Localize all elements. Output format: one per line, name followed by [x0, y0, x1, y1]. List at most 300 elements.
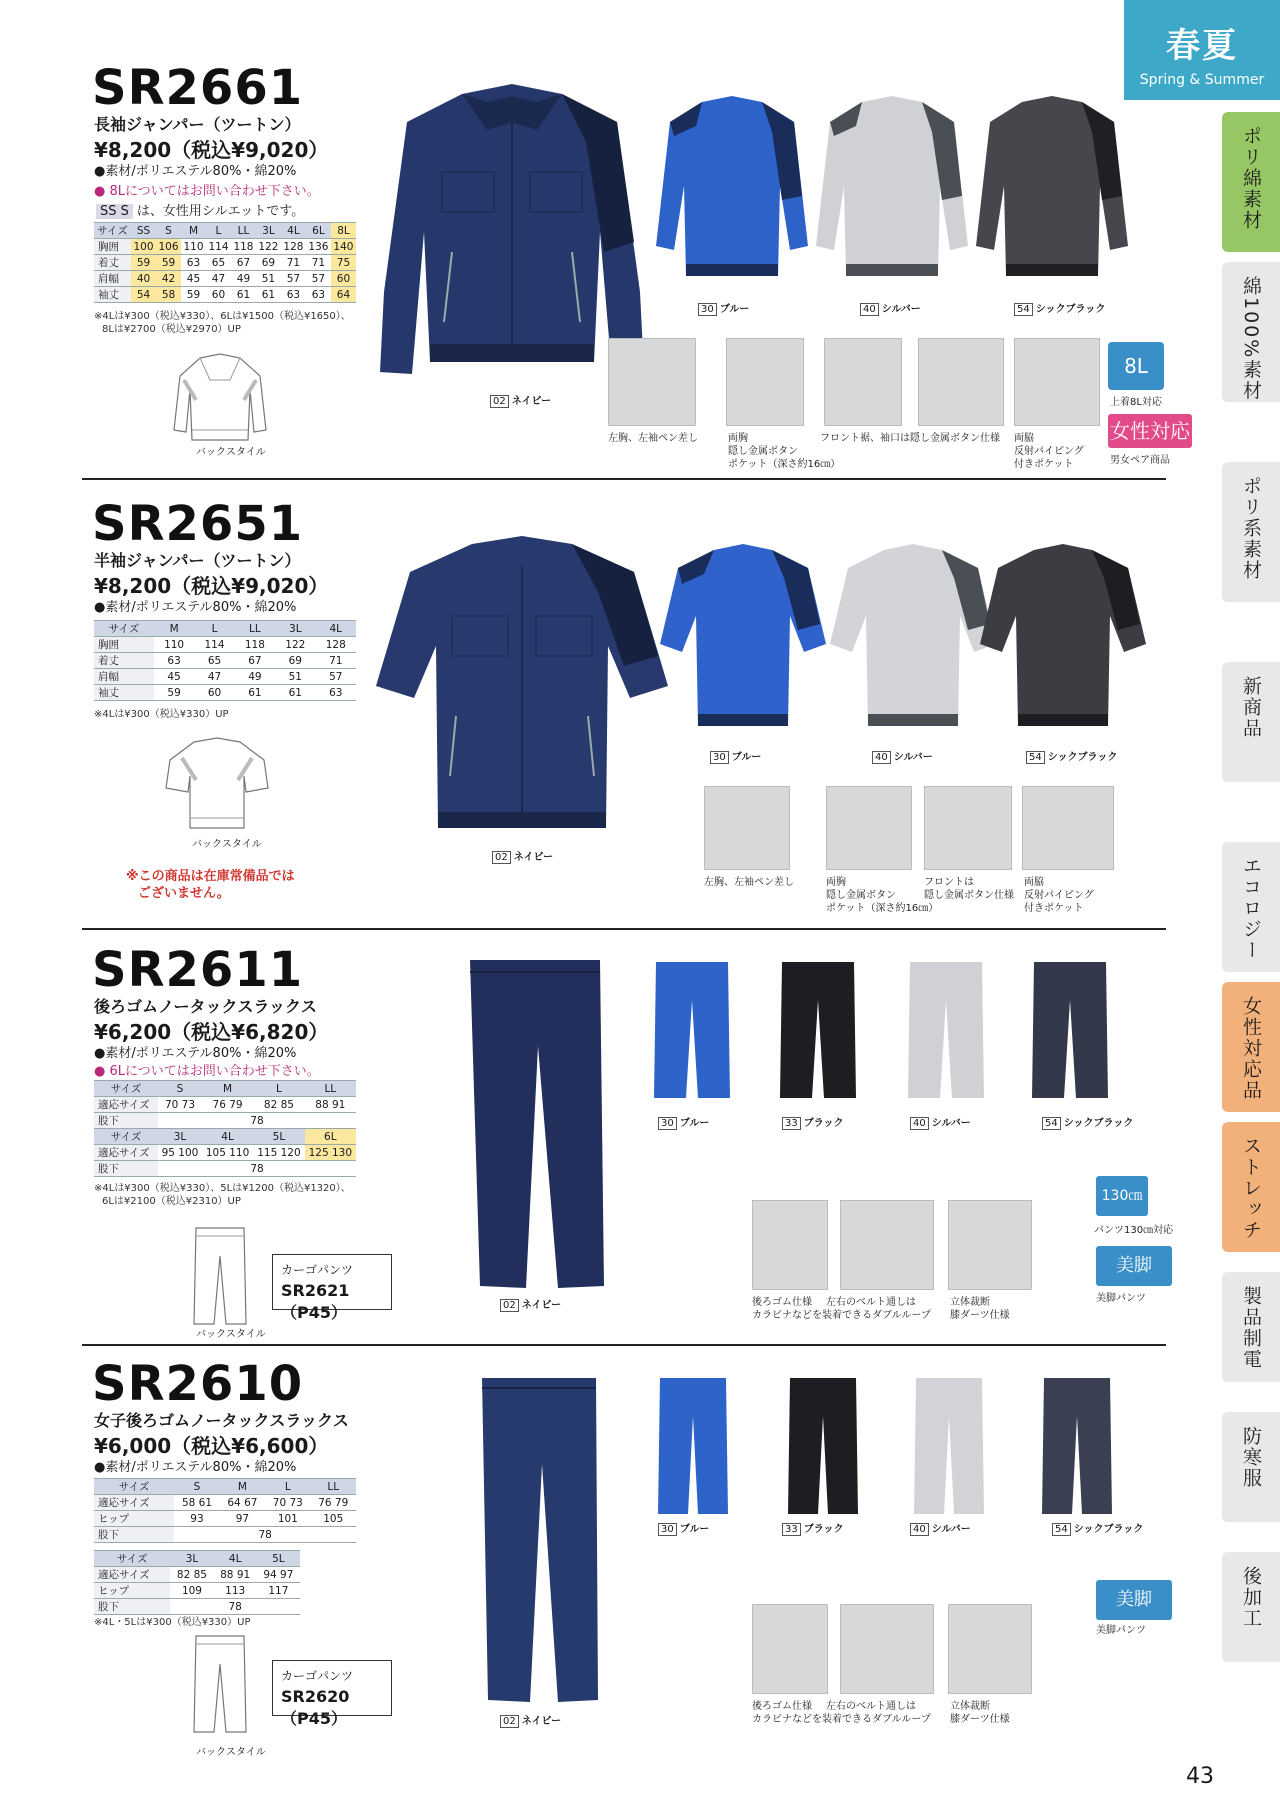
tab-antistatic[interactable]	[1222, 1272, 1280, 1382]
detail-caption: ポケット（深さ約16㎝）	[826, 903, 939, 914]
table-row	[94, 1113, 356, 1129]
jacket-chic-black-short	[978, 544, 1148, 734]
table-cell: 128	[316, 637, 356, 653]
color-name: ブルー	[731, 752, 762, 763]
section-divider	[82, 1344, 1166, 1346]
pants-chic-black	[1030, 960, 1110, 1100]
color-name: ブルー	[679, 1118, 710, 1129]
table-cell: 63	[181, 255, 206, 271]
size-inquiry-note: ● 6Lについてはお問い合わせ下さい。	[94, 1064, 320, 1079]
table-cell: 71	[316, 653, 356, 669]
color-code: 30	[658, 1117, 677, 1130]
table-row	[94, 685, 356, 701]
table-cell: 股下	[94, 1113, 158, 1129]
color-name: シルバー	[931, 1118, 971, 1129]
table-cell: 97	[220, 1511, 265, 1527]
detail-caption: 膝ダーツ仕様	[950, 1310, 1010, 1321]
tab-label: 女性対応品	[1240, 996, 1262, 1101]
table-cell: 61	[231, 287, 256, 303]
table-cell: 60	[206, 287, 231, 303]
table-cell: ヒップ	[94, 1583, 170, 1599]
cargo-label: カーゴパンツ	[281, 1263, 354, 1277]
table-cell: L	[206, 223, 231, 239]
back-style-label: バックスタイル	[192, 839, 262, 850]
pants-silver-ladies	[912, 1376, 986, 1516]
color-chic-black-label	[1052, 1520, 1143, 1536]
ladies-silhouette-note	[96, 200, 304, 219]
size-table	[94, 1550, 300, 1615]
detail-photo-knee-dart	[948, 1200, 1032, 1290]
color-chic-black-label	[1026, 748, 1117, 764]
tab-cotton-100[interactable]	[1222, 262, 1280, 402]
size-surcharge-note: 8Lは¥2700（税込¥2970）UP	[102, 324, 241, 335]
table-cell: M	[154, 621, 194, 637]
size-surcharge-note: ※4L・5Lは¥300（税込¥330）UP	[94, 1617, 251, 1628]
color-chic-black-label	[1014, 300, 1105, 316]
color-code: 02	[500, 1715, 519, 1728]
pants-blue	[652, 960, 732, 1100]
table-cell: 114	[194, 637, 234, 653]
color-name: シルバー	[881, 304, 921, 315]
back-style-sketch	[190, 1634, 250, 1734]
color-code: 54	[1052, 1523, 1071, 1536]
color-silver-label	[860, 300, 921, 316]
table-row	[94, 1479, 356, 1495]
size-surcharge-note: ※4Lは¥300（税込¥330）UP	[94, 709, 229, 720]
table-cell: 49	[231, 271, 256, 287]
color-code: 02	[490, 395, 509, 408]
detail-caption: カラビナなどを装着できるダブルループ	[752, 1310, 931, 1321]
pants-navy-ladies	[474, 1374, 604, 1704]
color-navy-label	[490, 392, 551, 408]
table-row	[94, 1511, 356, 1527]
table-cell: L	[265, 1479, 310, 1495]
table-row	[94, 271, 356, 287]
size-surcharge-note: 6Lは¥2100（税込¥2310）UP	[102, 1196, 241, 1207]
table-cell: 88 91	[305, 1097, 356, 1113]
table-cell: 適応サイズ	[94, 1097, 158, 1113]
color-name: ネイビー	[513, 852, 554, 863]
table-cell: S	[158, 1081, 202, 1097]
tab-label: ポリ系素材	[1240, 476, 1262, 581]
product-price: ¥8,200（税込¥9,020）	[94, 574, 329, 598]
table-cell: 78	[158, 1113, 356, 1129]
table-cell: 45	[154, 669, 194, 685]
table-cell: 61	[235, 685, 275, 701]
tab-label: 新商品	[1240, 676, 1262, 739]
color-code: 02	[500, 1299, 519, 1312]
table-cell: 54	[131, 287, 156, 303]
table-cell: サイズ	[94, 1551, 170, 1567]
table-cell: 57	[316, 669, 356, 685]
table-cell: 93	[174, 1511, 219, 1527]
size-table	[94, 1478, 356, 1543]
table-cell: 股下	[94, 1527, 174, 1543]
table-cell: 47	[194, 669, 234, 685]
table-row	[94, 239, 356, 255]
table-cell: 122	[256, 239, 281, 255]
table-cell: 117	[257, 1583, 300, 1599]
table-cell: 95 100	[158, 1145, 202, 1161]
color-blue-label	[658, 1114, 709, 1130]
cargo-pants-reference	[272, 1254, 392, 1322]
detail-caption: 両胸	[728, 433, 748, 444]
tab-label: 防寒服	[1240, 1426, 1262, 1489]
table-cell: ヒップ	[94, 1511, 174, 1527]
table-cell: SS	[131, 223, 156, 239]
table-cell: 8L	[331, 223, 356, 239]
table-cell: 61	[256, 287, 281, 303]
table-cell: 118	[235, 637, 275, 653]
detail-caption: フロント裾、袖口は隠し金属ボタン仕様	[820, 433, 1000, 444]
color-blue-label	[710, 748, 761, 764]
pants-silver	[906, 960, 986, 1100]
detail-caption: 膝ダーツ仕様	[950, 1714, 1010, 1725]
color-blue-label	[658, 1520, 709, 1536]
jacket-chic-black	[972, 96, 1132, 291]
table-cell: S	[156, 223, 181, 239]
table-cell: 胸囲	[94, 239, 131, 255]
table-row	[94, 1081, 356, 1097]
detail-caption: 左胸、左袖ペン差し	[608, 433, 698, 444]
tab-label: 後加工	[1240, 1566, 1262, 1629]
tab-stretch[interactable]	[1222, 1122, 1280, 1252]
table-row	[94, 1527, 356, 1543]
detail-photo-pen-holder	[608, 338, 696, 426]
tab-winter[interactable]	[1222, 1412, 1280, 1522]
pants-black	[778, 960, 858, 1100]
table-cell: 3L	[275, 621, 315, 637]
table-row	[94, 1583, 300, 1599]
size-table	[94, 1080, 356, 1177]
tab-label: エコロジー	[1240, 856, 1262, 961]
color-name: シックブラック	[1063, 1118, 1134, 1129]
table-cell: 67	[235, 653, 275, 669]
product-code: SR2661	[92, 60, 304, 116]
table-row	[94, 1495, 356, 1511]
table-cell: 125 130	[305, 1145, 356, 1161]
table-cell: 57	[306, 271, 331, 287]
table-cell: 94 97	[257, 1567, 300, 1583]
detail-caption: 隠し金属ボタン	[728, 446, 798, 457]
table-cell: 3L	[170, 1551, 213, 1567]
table-cell: 140	[331, 239, 356, 255]
table-cell: 4L	[281, 223, 306, 239]
color-name: ネイビー	[521, 1716, 562, 1727]
detail-caption: 立体裁断	[950, 1701, 990, 1712]
table-cell: 58	[156, 287, 181, 303]
color-code: 40	[910, 1523, 929, 1536]
detail-caption: 左胸、左袖ペン差し	[704, 877, 794, 888]
stretch-130cm-note: パンツ130㎝対応	[1094, 1225, 1174, 1236]
tab-label: ポリ綿素材	[1240, 126, 1262, 231]
ladies-badge: 女性対応	[1108, 414, 1192, 448]
tab-poly-cotton[interactable]	[1222, 112, 1280, 252]
tab-label: 製品制電	[1240, 1286, 1262, 1370]
table-cell: 肩幅	[94, 271, 131, 287]
detail-photo-back-elastic	[752, 1604, 828, 1694]
size-surcharge-note: ※4Lは¥300（税込¥330）、6Lは¥1500（税込¥1650）、	[94, 311, 351, 322]
table-row	[94, 1097, 356, 1113]
table-cell: 40	[131, 271, 156, 287]
size-table	[94, 222, 356, 303]
product-code: SR2651	[92, 496, 304, 552]
season-title: 春夏	[1166, 26, 1238, 66]
back-style-sketch	[190, 1226, 250, 1326]
stock-notice: ございません。	[138, 886, 230, 901]
table-cell: 袖丈	[94, 685, 154, 701]
tab-poly[interactable]	[1222, 462, 1280, 602]
color-name: ブルー	[679, 1524, 710, 1535]
slim-leg-note: 美脚パンツ	[1096, 1293, 1146, 1304]
ladies-size-chip: SS S	[96, 204, 133, 219]
table-cell: 78	[170, 1599, 300, 1615]
tab-label: 綿100%素材	[1240, 276, 1262, 402]
table-cell: LL	[305, 1081, 356, 1097]
color-code: 30	[658, 1523, 677, 1536]
table-cell: 100	[131, 239, 156, 255]
color-black-label	[782, 1520, 844, 1536]
table-row	[94, 669, 356, 685]
detail-caption: 立体裁断	[950, 1297, 990, 1308]
table-cell: 128	[281, 239, 306, 255]
detail-caption: ポケット（深さ約16㎝）	[728, 459, 841, 470]
detail-caption: 両脇	[1024, 877, 1044, 888]
color-chic-black-label	[1042, 1114, 1133, 1130]
color-name: シルバー	[893, 752, 933, 763]
tab-ecology[interactable]	[1222, 842, 1280, 972]
size-table	[94, 620, 356, 701]
color-navy-label	[500, 1296, 561, 1312]
product-name: 半袖ジャンパー（ツートン）	[94, 551, 301, 570]
table-cell: 105	[311, 1511, 356, 1527]
table-cell: 64 67	[220, 1495, 265, 1511]
detail-photo-belt-loop	[840, 1604, 934, 1694]
section-divider	[82, 928, 1166, 930]
table-cell: 63	[316, 685, 356, 701]
size-8l-note: 上着8L対応	[1110, 397, 1162, 408]
ladies-pair-note: 男女ペア商品	[1110, 455, 1170, 466]
detail-caption: 反射パイピング	[1014, 446, 1084, 457]
color-silver-label	[910, 1114, 971, 1130]
table-cell: 76 79	[202, 1097, 253, 1113]
tab-new[interactable]	[1222, 662, 1280, 782]
table-cell: S	[174, 1479, 219, 1495]
table-cell: 60	[194, 685, 234, 701]
table-cell: 着丈	[94, 653, 154, 669]
table-row	[94, 653, 356, 669]
section-divider	[82, 478, 1166, 480]
color-name: シックブラック	[1073, 1524, 1144, 1535]
color-name: ネイビー	[521, 1300, 562, 1311]
slim-leg-badge: 美脚	[1096, 1246, 1172, 1286]
color-navy-label	[492, 848, 553, 864]
jacket-blue	[652, 96, 812, 291]
detail-caption: 付きポケット	[1024, 903, 1084, 914]
back-style-sketch	[170, 350, 270, 446]
table-cell: 65	[194, 653, 234, 669]
back-style-label: バックスタイル	[196, 1747, 266, 1758]
color-name: ネイビー	[511, 396, 552, 407]
season-header	[1124, 0, 1280, 100]
table-cell: 57	[281, 271, 306, 287]
tab-label: ストレッチ	[1240, 1136, 1262, 1241]
table-cell: 78	[174, 1527, 356, 1543]
detail-caption: 左右のベルト通しは	[826, 1297, 916, 1308]
detail-caption: カラビナなどを装着できるダブルループ	[752, 1714, 931, 1725]
pants-blue-ladies	[656, 1376, 730, 1516]
table-cell: 110	[154, 637, 194, 653]
table-cell: 109	[170, 1583, 213, 1599]
color-code: 40	[872, 751, 891, 764]
color-name: ブラック	[803, 1524, 844, 1535]
table-cell: 70 73	[265, 1495, 310, 1511]
table-cell: LL	[311, 1479, 356, 1495]
detail-caption: 反射パイピング	[1024, 890, 1094, 901]
table-cell: 47	[206, 271, 231, 287]
product-price: ¥6,200（税込¥6,820）	[94, 1020, 329, 1044]
cargo-code: SR2620（P45）	[281, 1687, 350, 1728]
table-cell: サイズ	[94, 1479, 174, 1495]
detail-caption: 後ろゴム仕様	[752, 1297, 812, 1308]
table-cell: 63	[306, 287, 331, 303]
table-row	[94, 1551, 300, 1567]
table-cell: 適応サイズ	[94, 1495, 174, 1511]
color-code: 54	[1042, 1117, 1061, 1130]
table-cell: 105 110	[202, 1145, 253, 1161]
table-cell: 6L	[306, 223, 331, 239]
jacket-blue-short	[658, 544, 828, 734]
table-cell: 63	[154, 653, 194, 669]
color-code: 30	[710, 751, 729, 764]
color-blue-label	[698, 300, 749, 316]
product-name: 長袖ジャンパー（ツートン）	[94, 115, 301, 134]
table-cell: 101	[265, 1511, 310, 1527]
slim-leg-badge: 美脚	[1096, 1580, 1172, 1620]
table-cell: 75	[331, 255, 356, 271]
detail-photo-pen-holder	[704, 786, 790, 870]
color-code: 54	[1014, 303, 1033, 316]
detail-photo-front-hem	[824, 338, 902, 426]
cargo-label: カーゴパンツ	[281, 1669, 354, 1683]
jacket-navy-short-sleeve	[372, 536, 672, 836]
table-cell: サイズ	[94, 1129, 158, 1145]
tab-post-processing[interactable]	[1222, 1552, 1280, 1662]
table-cell: 82 85	[170, 1567, 213, 1583]
detail-photo-side-pocket	[1014, 338, 1100, 426]
color-code: 33	[782, 1523, 801, 1536]
table-row	[94, 1161, 356, 1177]
table-row	[94, 637, 356, 653]
color-name: ブルー	[719, 304, 750, 315]
table-cell: 59	[154, 685, 194, 701]
table-cell: 82 85	[253, 1097, 304, 1113]
jacket-silver-short	[828, 544, 998, 734]
table-row	[94, 1145, 356, 1161]
detail-photo-side-pocket	[1022, 786, 1114, 870]
tab-ladies[interactable]	[1222, 982, 1280, 1112]
table-cell: 71	[306, 255, 331, 271]
table-cell: 3L	[256, 223, 281, 239]
material: ●素材/ポリエステル80%・綿20%	[94, 1046, 297, 1061]
table-row	[94, 1129, 356, 1145]
table-cell: 78	[158, 1161, 356, 1177]
table-cell: 70 73	[158, 1097, 202, 1113]
pants-navy	[460, 956, 610, 1292]
pants-chic-black-ladies	[1040, 1376, 1114, 1516]
product-code: SR2611	[92, 942, 304, 998]
table-cell: 肩幅	[94, 669, 154, 685]
table-row	[94, 1567, 300, 1583]
table-row	[94, 1599, 300, 1615]
page-number: 43	[1186, 1764, 1214, 1789]
size-inquiry-note: ● 8Lについてはお問い合わせ下さい。	[94, 184, 320, 199]
size-surcharge-note: ※4Lは¥300（税込¥330）、5Lは¥1200（税込¥1320）、	[94, 1183, 351, 1194]
table-cell: LL	[231, 223, 256, 239]
table-cell: M	[220, 1479, 265, 1495]
table-cell: 適応サイズ	[94, 1145, 158, 1161]
color-code: 33	[782, 1117, 801, 1130]
color-code: 40	[910, 1117, 929, 1130]
cargo-pants-reference	[272, 1660, 392, 1728]
table-cell: 136	[306, 239, 331, 255]
table-cell: 76 79	[311, 1495, 356, 1511]
table-cell: 59	[156, 255, 181, 271]
color-name: ブラック	[803, 1118, 844, 1129]
stock-notice: ※この商品は在庫常備品では	[126, 869, 295, 884]
detail-photo-cuff	[918, 338, 1004, 426]
table-cell: 42	[156, 271, 181, 287]
color-name: シルバー	[931, 1524, 971, 1535]
table-cell: 4L	[202, 1129, 253, 1145]
table-cell: 股下	[94, 1161, 158, 1177]
back-style-label: バックスタイル	[196, 1329, 266, 1340]
table-row	[94, 621, 356, 637]
product-price: ¥6,000（税込¥6,600）	[94, 1434, 329, 1458]
season-subtitle: Spring & Summer	[1139, 72, 1265, 88]
ladies-text: は、女性用シルエットです。	[136, 204, 305, 219]
table-cell: 5L	[257, 1551, 300, 1567]
table-row	[94, 223, 356, 239]
table-cell: サイズ	[94, 1081, 158, 1097]
material: ●素材/ポリエステル80%・綿20%	[94, 1460, 297, 1475]
product-price: ¥8,200（税込¥9,020）	[94, 138, 329, 162]
table-cell: 胸囲	[94, 637, 154, 653]
color-name: シックブラック	[1047, 752, 1118, 763]
table-cell: 113	[214, 1583, 257, 1599]
table-cell: 64	[331, 287, 356, 303]
table-cell: M	[181, 223, 206, 239]
color-name: シックブラック	[1035, 304, 1106, 315]
table-cell: 110	[181, 239, 206, 255]
table-cell: M	[202, 1081, 253, 1097]
table-cell: L	[253, 1081, 304, 1097]
table-cell: 適応サイズ	[94, 1567, 170, 1583]
table-cell: 88 91	[214, 1567, 257, 1583]
product-code: SR2610	[92, 1356, 304, 1412]
product-name: 後ろゴムノータックスラックス	[94, 997, 317, 1016]
detail-photo-back-elastic	[752, 1200, 828, 1290]
detail-caption: 両胸	[826, 877, 846, 888]
table-cell: 袖丈	[94, 287, 131, 303]
table-cell: 71	[281, 255, 306, 271]
pants-black-ladies	[786, 1376, 860, 1516]
table-cell: 106	[156, 239, 181, 255]
back-style-sketch	[162, 736, 272, 836]
table-row	[94, 255, 356, 271]
detail-caption: 隠し金属ボタン仕様	[924, 890, 1014, 901]
table-cell: LL	[235, 621, 275, 637]
